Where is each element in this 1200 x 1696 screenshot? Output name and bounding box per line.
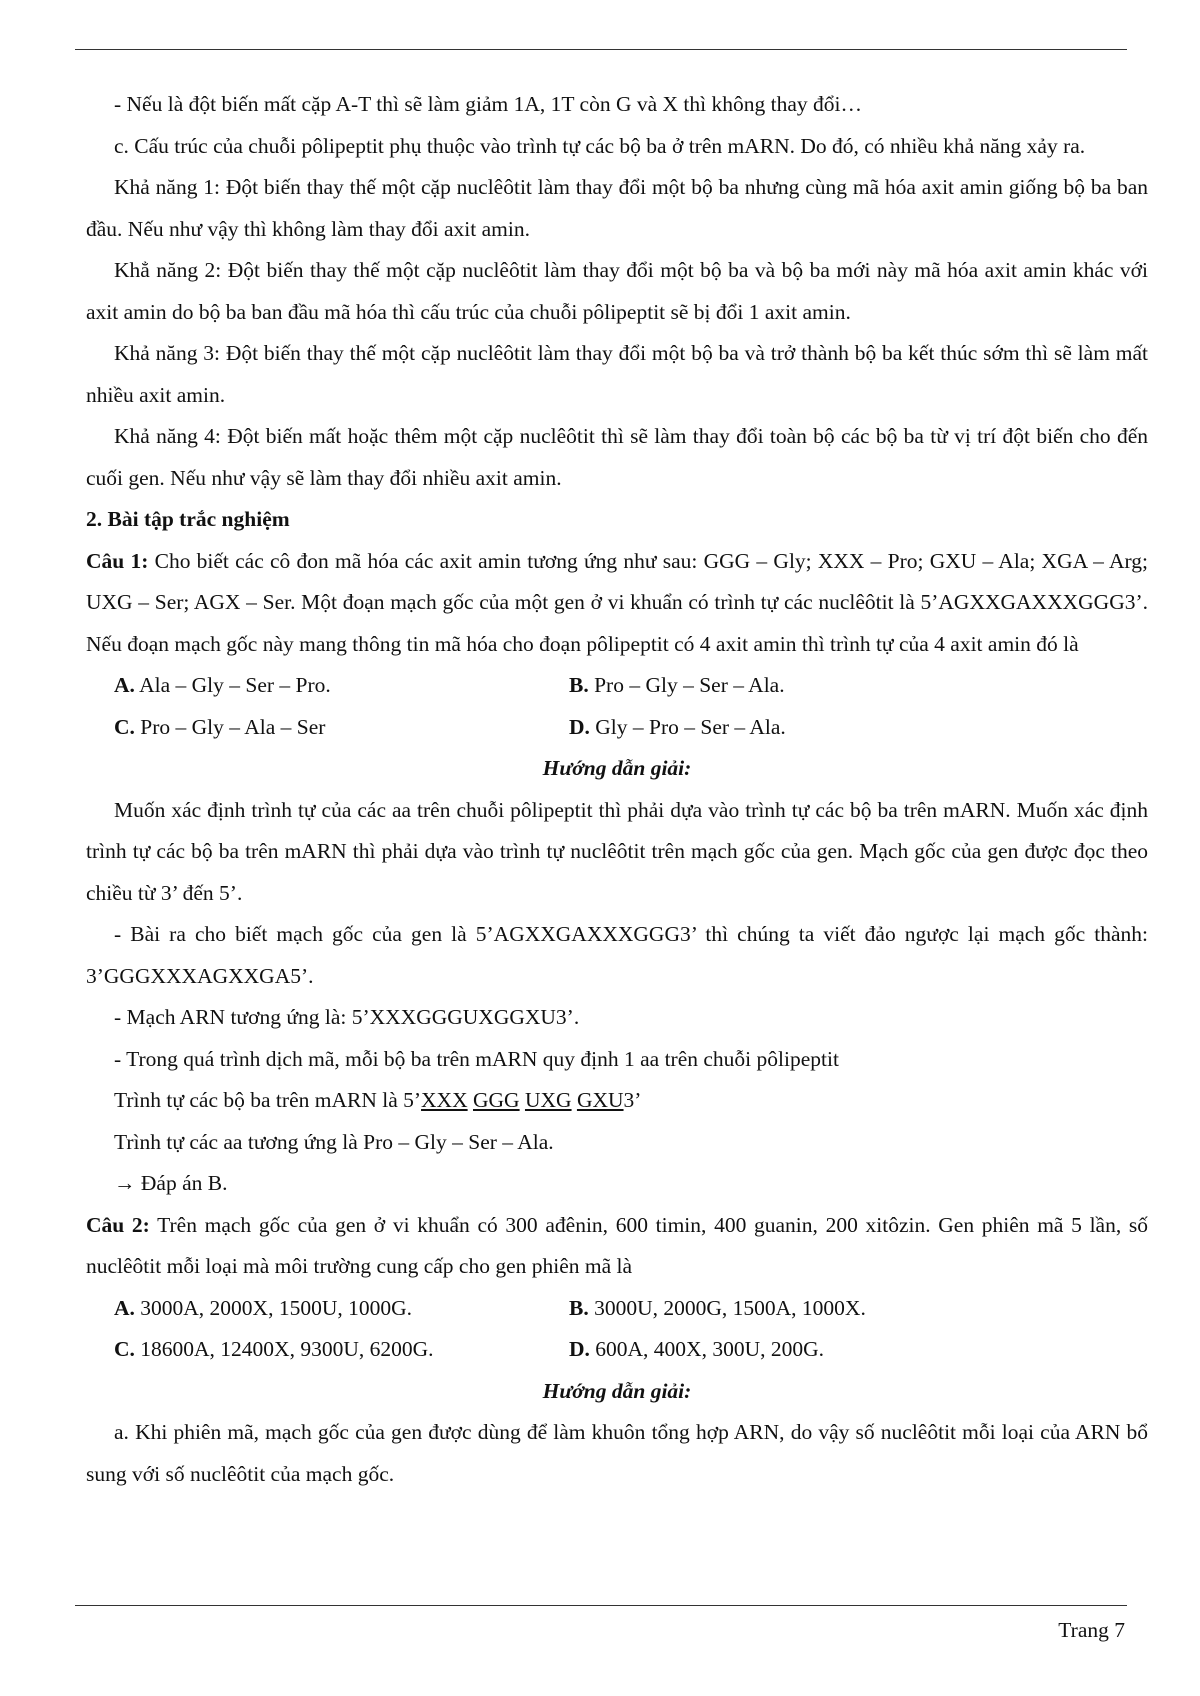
option-d: D. Gly – Pro – Ser – Ala. [569, 714, 786, 739]
codon: XXX [421, 1088, 468, 1112]
option-d: D. 600A, 400X, 300U, 200G. [569, 1337, 825, 1361]
footer-rule [75, 1605, 1127, 1606]
question-text: Trên mạch gốc của gen ở vi khuẩn có 300 ađênin, 600 timin, 400 guanin, 200 xitôzin. Gen phiên mã 5 lần, số nuclêôtit mỗi loại mà môi trường cung cấp cho gen phiên mã là [86, 1212, 1148, 1278]
codon: GXU [576, 1088, 624, 1112]
page-content [86, 84, 1148, 1495]
question-text: Cho biết các cô đon mã hóa các axit amin tương ứng như sau: GGG – Gly; XXX – Pro; GXU – Ala; XGA – Arg; UXG – Ser; AGX – Ser. Một đoạn mạch gốc của một gen ở vi khuẩn có trình tự các nuclêôtit là 5’AGXXGAXXXGGG3’. Nếu đoạn mạch gốc này mang thông tin mã hóa cho đoạn pôlipeptit có 4 axit amin thì trình tự của 4 axit amin đó là [86, 548, 1148, 656]
options-row [86, 707, 1148, 749]
paragraph: Khả năng 1: Đột biến thay thế một cặp nuclêôtit làm thay đổi một bộ ba nhưng cùng mã hóa axit amin giống bộ ba ban đầu. Nếu như vậy thì không làm thay đổi axit amin. [86, 175, 1148, 241]
paragraph: Khả năng 3: Đột biến thay thế một cặp nuclêôtit làm thay đổi một bộ ba và trở thành bộ ba kết thúc sớm thì sẽ làm mất nhiều axit amin. [86, 341, 1148, 407]
header-rule [75, 49, 1127, 50]
option-b: B. 3000U, 2000G, 1500A, 1000X. [569, 1295, 866, 1320]
paragraph: - Bài ra cho biết mạch gốc của gen là 5’AGXXGAXXXGGG3’ thì chúng ta viết đảo ngược lại mạch gốc thành: 3’GGGXXXAGXXGA5’. [86, 922, 1148, 988]
paragraph: - Trong quá trình dịch mã, mỗi bộ ba trên mARN quy định 1 aa trên chuỗi pôlipeptit [114, 1046, 839, 1071]
question-2 [86, 1205, 1148, 1288]
question-label: Câu 2: [86, 1212, 150, 1237]
option-a: A. 3000A, 2000X, 1500U, 1000G. [114, 1295, 413, 1320]
question-1 [86, 541, 1148, 666]
option-c: C. 18600A, 12400X, 9300U, 6200G. [114, 1337, 434, 1361]
paragraph: Muốn xác định trình tự của các aa trên chuỗi pôlipeptit thì phải dựa vào trình tự các bộ ba trên mARN. Muốn xác định trình tự các bộ ba trên mARN thì phải dựa vào trình tự nuclêôtit trên mạch gốc của gen. Mạch gốc của gen được đọc theo chiều từ 3’ đến 5’. [86, 797, 1148, 905]
option-c: C. Pro – Gly – Ala – Ser [114, 714, 326, 739]
question-label: Câu 1: [86, 548, 149, 573]
codon: UXG [524, 1088, 572, 1112]
section-heading: 2. Bài tập trắc nghiệm [86, 507, 290, 531]
codon-sequence: Trình tự các bộ ba trên mARN là 5’XXX GGG UXG GXU3’ [114, 1088, 642, 1112]
paragraph: Khẳ năng 2: Đột biến thay thế một cặp nuclêôtit làm thay đổi một bộ ba và bộ ba mới này mã hóa axit amin khác với axit amin do bộ ba ban đầu mã hóa thì cấu trúc của chuỗi pôlipeptit sẽ bị đổi 1 axit amin. [86, 258, 1148, 324]
paragraph: - Nếu là đột biến mất cặp A-T thì sẽ làm giảm 1A, 1T còn G và X thì không thay đổi… [114, 92, 862, 116]
options-row [86, 665, 1148, 707]
paragraph: - Mạch ARN tương ứng là: 5’XXXGGGUXGGXU3’. [114, 1005, 580, 1029]
answer-line: → Đáp án B. [114, 1171, 228, 1195]
paragraph: Khả năng 4: Đột biến mất hoặc thêm một cặp nuclêôtit thì sẽ làm thay đổi toàn bộ các bộ ba từ vị trí đột biến cho đến cuối gen. Nếu như vậy sẽ làm thay đổi nhiều axit amin. [86, 424, 1148, 490]
option-a: A. Ala – Gly – Ser – Pro. [114, 673, 331, 697]
guide-title: Hướng dẫn giải: [542, 1378, 692, 1403]
paragraph: c. Cấu trúc của chuỗi pôlipeptit phụ thuộc vào trình tự các bộ ba ở trên mARN. Do đó, có nhiều khả năng xảy ra. [114, 133, 1086, 158]
page-number: Trang 7 [1058, 1618, 1125, 1642]
guide-title: Hướng dẫn giải: [542, 756, 692, 780]
codon: GGG [473, 1088, 520, 1112]
options-row [86, 1329, 1148, 1371]
options-row [86, 1288, 1148, 1330]
paragraph: Trình tự các aa tương ứng là Pro – Gly – Ser – Ala. [114, 1129, 554, 1154]
paragraph: a. Khi phiên mã, mạch gốc của gen được dùng để làm khuôn tổng hợp ARN, do vậy số nuclêôtit mỗi loại của ARN bổ sung với số nuclêôtit của mạch gốc. [86, 1420, 1148, 1486]
option-b: B. Pro – Gly – Ser – Ala. [569, 673, 785, 697]
